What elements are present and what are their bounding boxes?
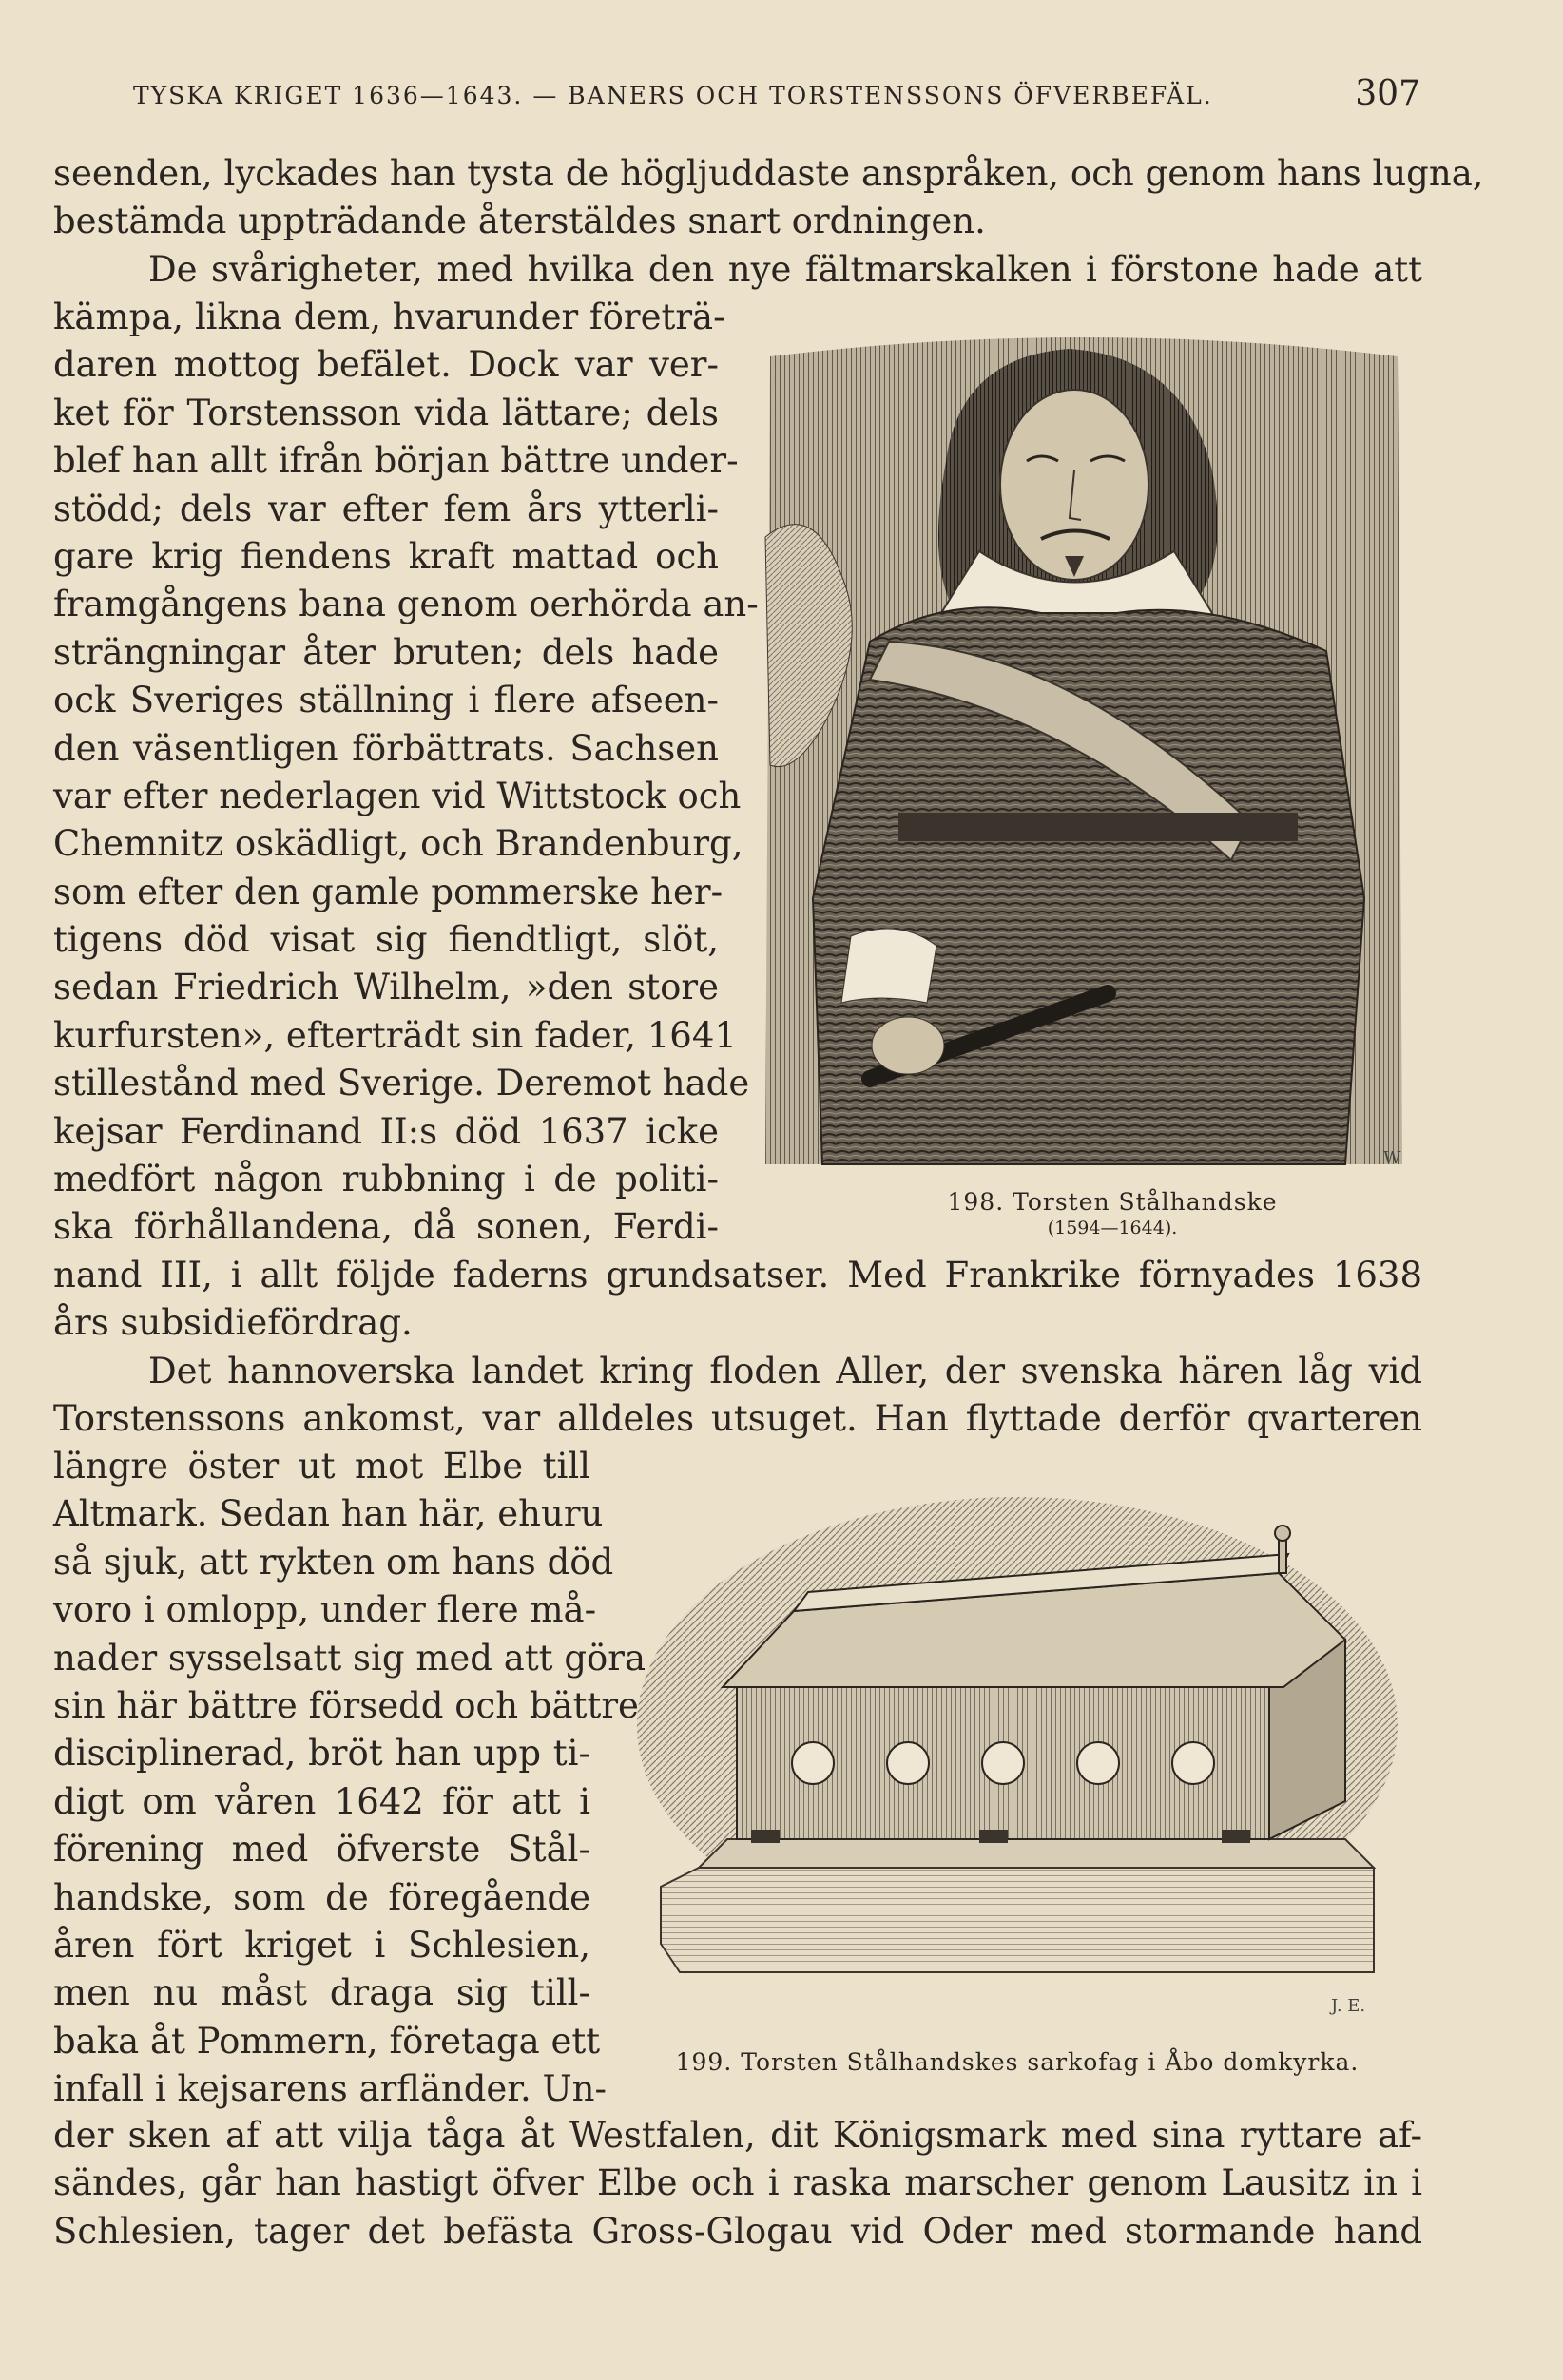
text-line: voro i omlopp, under flere må-	[53, 1589, 597, 1631]
middle-text	[53, 1252, 1422, 1444]
text-line: tigens död visat sig fiendtligt, slöt,	[53, 919, 719, 961]
text-line: disciplinerad, bröt han upp ti-	[53, 1733, 590, 1775]
text-line: sin här bättre försedd och bättre	[53, 1684, 639, 1726]
text-line: Schlesien, tager det befästa Gross-Glogau vid Oder med stormande hand	[53, 2210, 1422, 2252]
text-line: Chemnitz oskädligt, och Brandenburg,	[53, 823, 743, 865]
text-line: kurfursten», efterträdt sin fader, 1641	[53, 1014, 737, 1056]
running-header	[0, 72, 1563, 120]
text-line: strängningar åter bruten; dels hade	[53, 631, 719, 673]
text-line: nand III, i allt följde faderns grundsatser. Med Frankrike förnyades 1638	[53, 1255, 1422, 1296]
text-line: stillestånd med Sverige. Deremot hade	[53, 1063, 750, 1104]
text-line: Torstenssons ankomst, var alldeles utsuget. Han flyttade derför qvarteren	[53, 1398, 1422, 1440]
caption-title: 198. Torsten Stålhandske	[947, 1188, 1278, 1216]
portrait-engraving	[756, 328, 1412, 1174]
running-title: TYSKA KRIGET 1636—1643. — BANERS OCH TORSTENSSONS ÖFVERBEFÄL.	[133, 82, 1213, 109]
column-text-lower	[53, 1443, 646, 2113]
caption-dates: (1594—1644).	[1047, 1218, 1178, 1238]
text-line: stödd; dels var efter fem års ytterli-	[53, 488, 719, 529]
engraver-initials: J. E.	[1331, 1996, 1366, 2016]
text-line: daren mottog befälet. Dock var ver-	[53, 344, 719, 386]
figure-199-caption	[627, 2048, 1407, 2076]
text-line: ket för Torstensson vida lättare; dels	[53, 392, 719, 433]
text-line: handske, som de föregående	[53, 1876, 590, 1918]
text-line: gare krig fiendens kraft mattad och	[53, 535, 719, 577]
top-text	[53, 150, 1484, 294]
text-line: års subsidiefördrag.	[53, 1302, 413, 1344]
text-line: kämpa, likna dem, hvarunder företrä-	[53, 297, 725, 337]
text-line: sändes, går han hastigt öfver Elbe och i raska marscher genom Lausitz in i	[53, 2162, 1422, 2204]
text-line: sedan Friedrich Wilhelm, »den store	[53, 967, 719, 1008]
text-line: Altmark. Sedan han här, ehuru	[53, 1493, 604, 1535]
engraver-mark: W	[1383, 1148, 1401, 1168]
figure-198-caption	[884, 1188, 1341, 1238]
text-line: som efter den gamle pommerske her-	[53, 871, 724, 912]
text-line: baka åt Pommern, företaga ett	[53, 2020, 601, 2062]
text-line: kejsar Ferdinand II:s död 1637 icke	[53, 1110, 719, 1152]
text-line: seenden, lyckades han tysta de högljuddaste anspråken, och genom hans lugna,	[53, 153, 1484, 194]
text-line: den väsentligen förbättrats. Sachsen	[53, 727, 719, 769]
text-line: men nu måst draga sig till-	[53, 1972, 590, 2014]
text-line: medfört någon rubbning i de politi-	[53, 1159, 719, 1200]
caption-title: 199. Torsten Stålhandskes sarkofag i Åbo domkyrka.	[675, 2048, 1360, 2076]
text-line: förening med öfverste Stål-	[53, 1829, 590, 1871]
text-line: infall i kejsarens arfländer. Un-	[53, 2068, 607, 2110]
text-line: ock Sveriges ställning i flere afseen-	[53, 680, 719, 721]
text-line: digt om våren 1642 för att i	[53, 1780, 590, 1822]
text-line: blef han allt ifrån början bättre under-	[53, 440, 739, 482]
page-number: 307	[1355, 74, 1420, 113]
text-line: så sjuk, att rykten om hans död	[53, 1541, 614, 1583]
text-line: längre öster ut mot Elbe till	[53, 1446, 590, 1487]
column-text-upper	[53, 294, 759, 1252]
text-line: var efter nederlagen vid Wittstock och	[53, 775, 742, 816]
bottom-text	[53, 2112, 1422, 2255]
text-line: Det hannoverska landet kring floden Aller, der svenska hären låg vid	[148, 1350, 1422, 1392]
text-line: bestämda uppträdande återstäldes snart ordningen.	[53, 201, 986, 242]
text-line: nader sysselsatt sig med att göra	[53, 1637, 646, 1679]
text-line: der sken af att vilja tåga åt Westfalen, dit Königsmark med sina ryttare af-	[53, 2115, 1422, 2156]
sarcophagus-engraving	[623, 1488, 1412, 2020]
text-line: framgångens bana genom oerhörda an-	[53, 584, 759, 625]
text-line: De svårigheter, med hvilka den nye fältmarskalken i förstone hade att	[148, 248, 1422, 290]
text-line: åren fört kriget i Schlesien,	[53, 1924, 590, 1966]
text-line: ska förhållandena, då sonen, Ferdi-	[53, 1206, 719, 1248]
